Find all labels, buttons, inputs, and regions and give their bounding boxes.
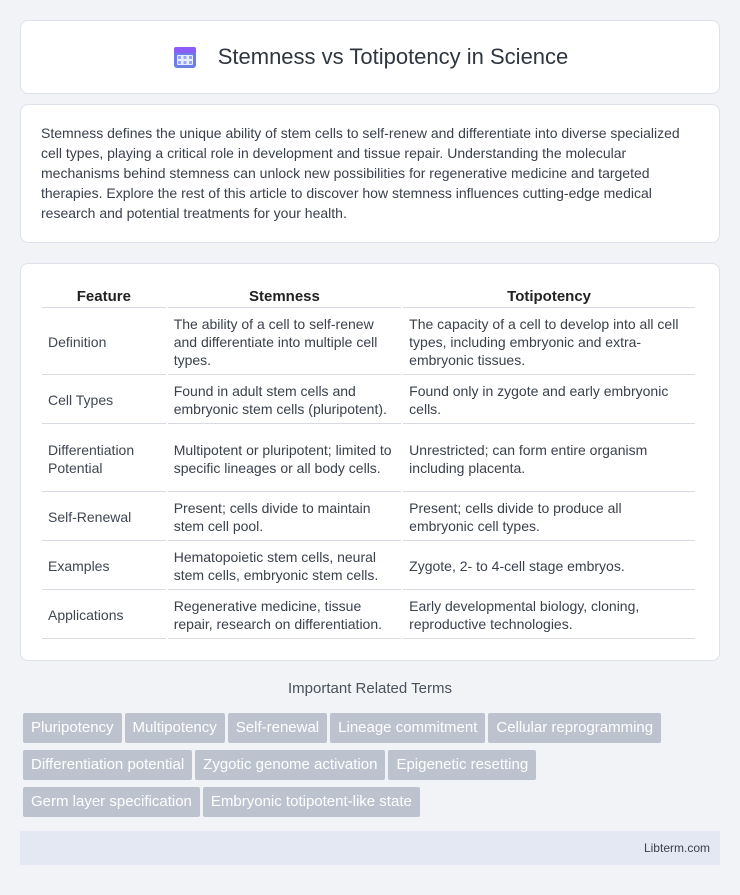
table-row xyxy=(42,590,695,639)
table-header-row xyxy=(42,282,695,308)
table-row xyxy=(42,541,695,590)
term-tag[interactable]: Embryonic totipotent-like state xyxy=(203,787,420,817)
page-title: Stemness vs Totipotency in Science xyxy=(217,44,569,69)
intro-card xyxy=(20,104,720,243)
term-tag[interactable]: Pluripotency xyxy=(23,713,122,743)
table-row xyxy=(42,424,695,492)
feature-cell: Definition xyxy=(42,308,166,375)
stemness-cell: The ability of a cell to self-renew and differentiate into multiple cell types. xyxy=(168,308,401,375)
term-tag[interactable]: Self-renewal xyxy=(228,713,327,743)
term-tag[interactable]: Multipotency xyxy=(125,713,225,743)
stemness-cell: Hematopoietic stem cells, neural stem cells, embryonic stem cells. xyxy=(168,541,401,590)
table-row xyxy=(42,492,695,541)
totipotency-cell: Unrestricted; can form entire organism including placenta. xyxy=(403,424,695,492)
totipotency-cell: Early developmental biology, cloning, reproductive technologies. xyxy=(403,590,695,639)
term-tag[interactable]: Lineage commitment xyxy=(330,713,485,743)
footer-site-link[interactable]: Libterm.com xyxy=(643,841,710,855)
totipotency-cell: Zygote, 2- to 4-cell stage embryos. xyxy=(403,541,695,590)
table-row xyxy=(42,375,695,424)
totipotency-cell: The capacity of a cell to develop into all cell types, including embryonic and extra-embryonic tissues. xyxy=(403,308,695,375)
stemness-cell: Found in adult stem cells and embryonic stem cells (pluripotent). xyxy=(168,375,401,424)
term-tag[interactable]: Differentiation potential xyxy=(23,750,192,780)
term-tag[interactable]: Germ layer specification xyxy=(23,787,200,817)
comparison-table-card xyxy=(20,263,720,661)
stemness-cell: Multipotent or pluripotent; limited to specific lineages or all body cells. xyxy=(168,424,401,492)
header-card xyxy=(20,20,720,94)
comparison-table xyxy=(40,282,697,639)
term-tag[interactable]: Cellular reprogramming xyxy=(488,713,661,743)
table-row xyxy=(42,308,695,375)
related-terms-list xyxy=(23,713,723,824)
term-tag[interactable]: Zygotic genome activation xyxy=(195,750,385,780)
term-tag[interactable]: Epigenetic resetting xyxy=(388,750,536,780)
feature-cell: Differentiation Potential xyxy=(42,424,166,492)
totipotency-cell: Present; cells divide to produce all embryonic cell types. xyxy=(403,492,695,541)
totipotency-cell: Found only in zygote and early embryonic cells. xyxy=(403,375,695,424)
column-header: Totipotency xyxy=(403,282,695,308)
stemness-cell: Regenerative medicine, tissue repair, research on differentiation. xyxy=(168,590,401,639)
intro-text: Stemness defines the unique ability of stem cells to self-renew and differentiate into diverse specialized cell types, playing a critical role in development and tissue repair. Understanding the molecular mechanisms behind stemness can unlock new possibilities for regenerative medicine and targeted therapies. Explore the rest of this article to discover how stemness influences cutting-edge medical research and potential treatments for your health. xyxy=(41,125,680,221)
stemness-cell: Present; cells divide to maintain stem cell pool. xyxy=(168,492,401,541)
column-header: Feature xyxy=(42,282,166,308)
feature-cell: Cell Types xyxy=(42,375,166,424)
calendar-grid-icon xyxy=(172,44,198,70)
feature-cell: Self-Renewal xyxy=(42,492,166,541)
feature-cell: Examples xyxy=(42,541,166,590)
feature-cell: Applications xyxy=(42,590,166,639)
footer xyxy=(20,831,720,865)
related-terms-title: Important Related Terms xyxy=(288,680,452,697)
column-header: Stemness xyxy=(168,282,401,308)
